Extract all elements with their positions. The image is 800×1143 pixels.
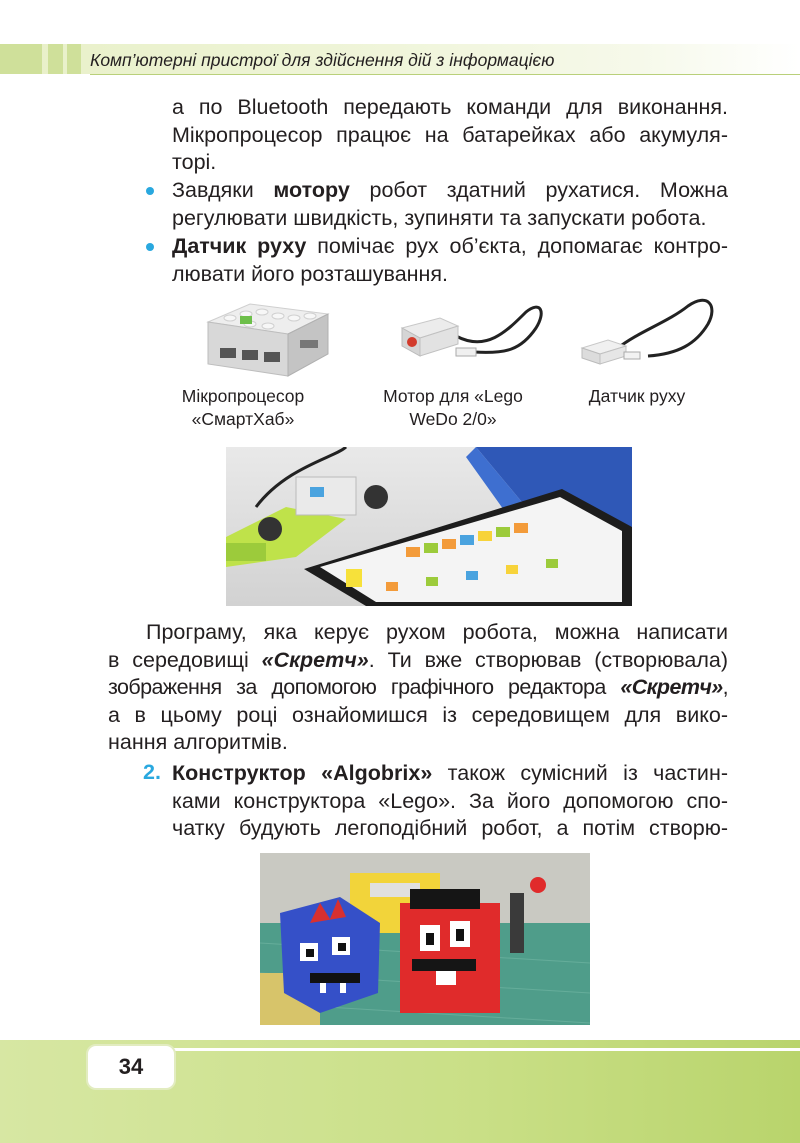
text: в середовищі: [108, 647, 262, 672]
robot-tablet-photo: [226, 447, 632, 606]
text: Завдяки: [172, 178, 274, 202]
motion-sensor-image: [578, 292, 718, 372]
footer-rule: [170, 1048, 800, 1051]
algobrix-robots-photo: [260, 853, 590, 1025]
caption-line: Датчик руху: [588, 386, 686, 406]
term-scratch: «Скретч»: [620, 675, 723, 699]
term-scratch: «Скретч»: [261, 647, 369, 672]
caption-line: WeDo 2/0»: [409, 409, 497, 429]
text-line: ками конструктора «Lego». За його допомогою спо-: [172, 788, 728, 813]
text: зображення за допомогою графічного редактора: [108, 675, 621, 699]
text: також сумісний із частин-: [432, 761, 728, 785]
paragraph-scratch: [108, 619, 728, 757]
term-algobrix: Конструктор «Algobrix»: [172, 761, 433, 785]
text-line: торі.: [172, 150, 217, 174]
header-block: [0, 44, 42, 74]
text: робот здатний рухатися. Можна: [349, 178, 728, 202]
text-line: чатку будують легоподібний робот, а потім створю-: [172, 816, 728, 840]
text: ,: [722, 675, 728, 699]
term-motor: мотору: [273, 178, 350, 202]
text-line: Програму, яка керує рухом робота, можна написати: [146, 620, 728, 644]
page-number: 34: [118, 1054, 144, 1079]
header-block: [48, 44, 63, 74]
term-motion-sensor: Датчик руху: [172, 234, 307, 258]
header-rule: [90, 74, 800, 75]
figure-caption-motor: [368, 385, 538, 431]
figure-caption-sensor: [572, 385, 702, 408]
caption-line: Мікропроцесор: [181, 386, 305, 406]
page-number-box: [86, 1044, 176, 1090]
caption-line: «СмартХаб»: [191, 409, 295, 429]
header-block: [67, 44, 81, 74]
text-line: а в цьому році ознайомишся із середовищем для вико-: [108, 702, 728, 727]
motor-image: [396, 292, 546, 372]
item-number: 2.: [143, 760, 161, 784]
caption-line: Мотор для «Lego: [383, 386, 523, 406]
bullet-marker: [146, 243, 154, 251]
text-line: нання алгоритмів.: [108, 730, 288, 754]
header-title: Комп’ютерні пристрої для здійснення дій з інформацією: [90, 50, 555, 70]
page-header: [0, 44, 800, 74]
smarthub-image: [190, 292, 340, 380]
item-algobrix: [172, 760, 728, 843]
text-line: Мікропроцесор працює на батарейках або акумуля-: [172, 122, 728, 147]
text-line: а по Bluetooth передають команди для виконання.: [172, 95, 728, 119]
text: . Ти вже створював (створювала): [368, 647, 728, 672]
bullet-sensor: [172, 233, 728, 288]
text-line: регулювати швидкість, зупиняти та запускати робота.: [172, 205, 707, 230]
bullet-marker: [146, 187, 154, 195]
text: помічає рух об’єкта, допомагає контро-: [306, 234, 728, 258]
bullet-motor: [172, 177, 728, 232]
figure-caption-smarthub: [160, 385, 326, 431]
text-line: лювати його розташування.: [172, 261, 449, 286]
paragraph-continuation: [172, 94, 728, 177]
